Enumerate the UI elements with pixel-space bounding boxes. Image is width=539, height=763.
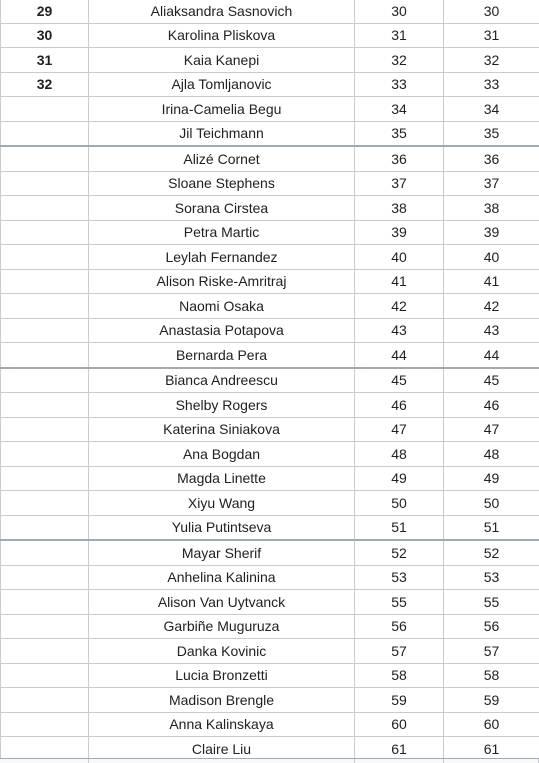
player-name-cell: Yulia Putintseva [89,515,355,540]
seed-cell [1,368,89,393]
table-row [1,590,539,615]
direct-rank-cell: 39 [444,220,539,245]
table-row [1,712,539,737]
rank-cell: 53 [355,565,444,590]
rank-cell: 49 [355,466,444,491]
player-name-cell: Anna Kalinskaya [89,712,355,737]
rank-cell: 38 [355,196,444,221]
seed-cell [1,688,89,713]
direct-rank-cell: 59 [444,688,539,713]
table-row [1,0,539,23]
player-name-cell: Katerina Siniakova [89,417,355,442]
direct-rank-cell: 61 [444,737,539,762]
direct-rank-cell: 31 [444,23,539,48]
direct-rank-cell: 48 [444,442,539,467]
direct-rank-cell: 56 [444,614,539,639]
table-row [1,614,539,639]
player-name-cell: Garbiñe Muguruza [89,614,355,639]
table-row [1,565,539,590]
direct-rank-cell: 45 [444,368,539,393]
seed-cell [1,540,89,565]
seed-cell [1,196,89,221]
rank-cell: 42 [355,294,444,319]
rank-cell: 32 [355,48,444,73]
rank-cell: 46 [355,393,444,418]
player-name-cell: Alison Van Uytvanck [89,590,355,615]
seed-cell: 32 [1,72,89,97]
rank-cell: 48 [355,442,444,467]
rank-cell: 41 [355,269,444,294]
player-name-cell: Anhelina Kalinina [89,565,355,590]
table-row [1,72,539,97]
seed-cell [1,515,89,540]
direct-rank-cell: 46 [444,393,539,418]
direct-rank-cell: 38 [444,196,539,221]
seed-cell [1,491,89,516]
rank-cell: 35 [355,121,444,146]
player-name-cell: Irina-Camelia Begu [89,97,355,122]
seed-cell [1,590,89,615]
player-name-cell: Bernarda Pera [89,343,355,368]
seed-cell: 30 [1,23,89,48]
player-name-cell: Xiyu Wang [89,491,355,516]
direct-rank-cell: 58 [444,663,539,688]
rank-cell: 30 [355,0,444,23]
table-row [1,121,539,146]
seeding-table-body [1,0,539,761]
direct-rank-cell: 52 [444,540,539,565]
direct-rank-cell: 44 [444,343,539,368]
seed-cell [1,171,89,196]
table-row [1,171,539,196]
seed-cell [1,393,89,418]
seed-cell [1,343,89,368]
table-row [1,491,539,516]
direct-rank-cell: 41 [444,269,539,294]
player-name-cell: Ana Bogdan [89,442,355,467]
player-name-cell: Bianca Andreescu [89,368,355,393]
player-name-cell: Magda Linette [89,466,355,491]
player-name-cell: Madison Brengle [89,688,355,713]
column-divider [88,759,89,763]
player-name-cell: Lucia Bronzetti [89,663,355,688]
player-name-cell: Aliaksandra Sasnovich [89,0,355,23]
direct-rank-cell: 40 [444,245,539,270]
table-row [1,466,539,491]
player-name-cell: Alison Riske-Amritraj [89,269,355,294]
rank-cell: 43 [355,318,444,343]
table-row [1,368,539,393]
rank-cell: 60 [355,712,444,737]
direct-rank-cell: 50 [444,491,539,516]
seed-cell [1,712,89,737]
table-row [1,393,539,418]
table-row [1,343,539,368]
table-row [1,515,539,540]
rank-cell: 39 [355,220,444,245]
rank-cell: 44 [355,343,444,368]
table-row [1,269,539,294]
player-name-cell: Jil Teichmann [89,121,355,146]
player-name-cell: Leylah Fernandez [89,245,355,270]
table-row [1,146,539,171]
seed-cell [1,269,89,294]
direct-rank-cell: 43 [444,318,539,343]
seed-cell [1,442,89,467]
table-row [1,294,539,319]
rank-cell: 37 [355,171,444,196]
rank-cell: 47 [355,417,444,442]
direct-rank-cell: 37 [444,171,539,196]
seed-cell [1,97,89,122]
table-row [1,220,539,245]
player-name-cell: Karolina Pliskova [89,23,355,48]
table-row [1,688,539,713]
rank-cell: 55 [355,590,444,615]
table-row [1,48,539,73]
rank-cell: 51 [355,515,444,540]
player-name-cell: Naomi Osaka [89,294,355,319]
table-row [1,639,539,664]
rank-cell: 58 [355,663,444,688]
rank-cell: 31 [355,23,444,48]
seed-cell [1,294,89,319]
direct-rank-cell: 36 [444,146,539,171]
rank-cell: 36 [355,146,444,171]
column-divider [354,759,355,763]
seed-cell: 31 [1,48,89,73]
rank-cell: 52 [355,540,444,565]
player-name-cell: Claire Liu [89,737,355,762]
rank-cell: 40 [355,245,444,270]
direct-rank-cell: 35 [444,121,539,146]
player-name-cell: Ajla Tomljanovic [89,72,355,97]
direct-rank-cell: 34 [444,97,539,122]
seed-cell [1,614,89,639]
seed-cell [1,417,89,442]
table-row [1,318,539,343]
direct-rank-cell: 53 [444,565,539,590]
seed-cell [1,466,89,491]
seed-cell [1,220,89,245]
direct-rank-cell: 55 [444,590,539,615]
table-bottom-edge [0,758,539,763]
rank-cell: 61 [355,737,444,762]
seed-cell [1,121,89,146]
player-name-cell: Sorana Cirstea [89,196,355,221]
column-divider [443,759,444,763]
direct-rank-cell: 57 [444,639,539,664]
direct-rank-cell: 49 [444,466,539,491]
table-row [1,196,539,221]
rank-cell: 57 [355,639,444,664]
player-name-cell: Shelby Rogers [89,393,355,418]
seed-cell [1,663,89,688]
rank-cell: 59 [355,688,444,713]
seed-cell [1,146,89,171]
rank-cell: 33 [355,72,444,97]
rank-cell: 56 [355,614,444,639]
direct-rank-cell: 42 [444,294,539,319]
player-name-cell: Alizé Cornet [89,146,355,171]
table-row [1,245,539,270]
player-name-cell: Petra Martic [89,220,355,245]
seed-cell [1,565,89,590]
player-name-cell: Sloane Stephens [89,171,355,196]
rank-cell: 34 [355,97,444,122]
direct-rank-cell: 30 [444,0,539,23]
direct-rank-cell: 51 [444,515,539,540]
player-name-cell: Kaia Kanepi [89,48,355,73]
seed-cell: 29 [1,0,89,23]
player-name-cell: Anastasia Potapova [89,318,355,343]
direct-rank-cell: 32 [444,48,539,73]
table-row [1,97,539,122]
seed-cell [1,318,89,343]
player-name-cell: Mayar Sherif [89,540,355,565]
seed-cell [1,639,89,664]
table-row [1,417,539,442]
table-row [1,540,539,565]
table-row [1,23,539,48]
direct-rank-cell: 47 [444,417,539,442]
player-name-cell: Danka Kovinic [89,639,355,664]
table-row [1,442,539,467]
seed-cell [1,245,89,270]
direct-rank-cell: 33 [444,72,539,97]
table-row [1,663,539,688]
rank-cell: 45 [355,368,444,393]
direct-rank-cell: 60 [444,712,539,737]
rank-cell: 50 [355,491,444,516]
